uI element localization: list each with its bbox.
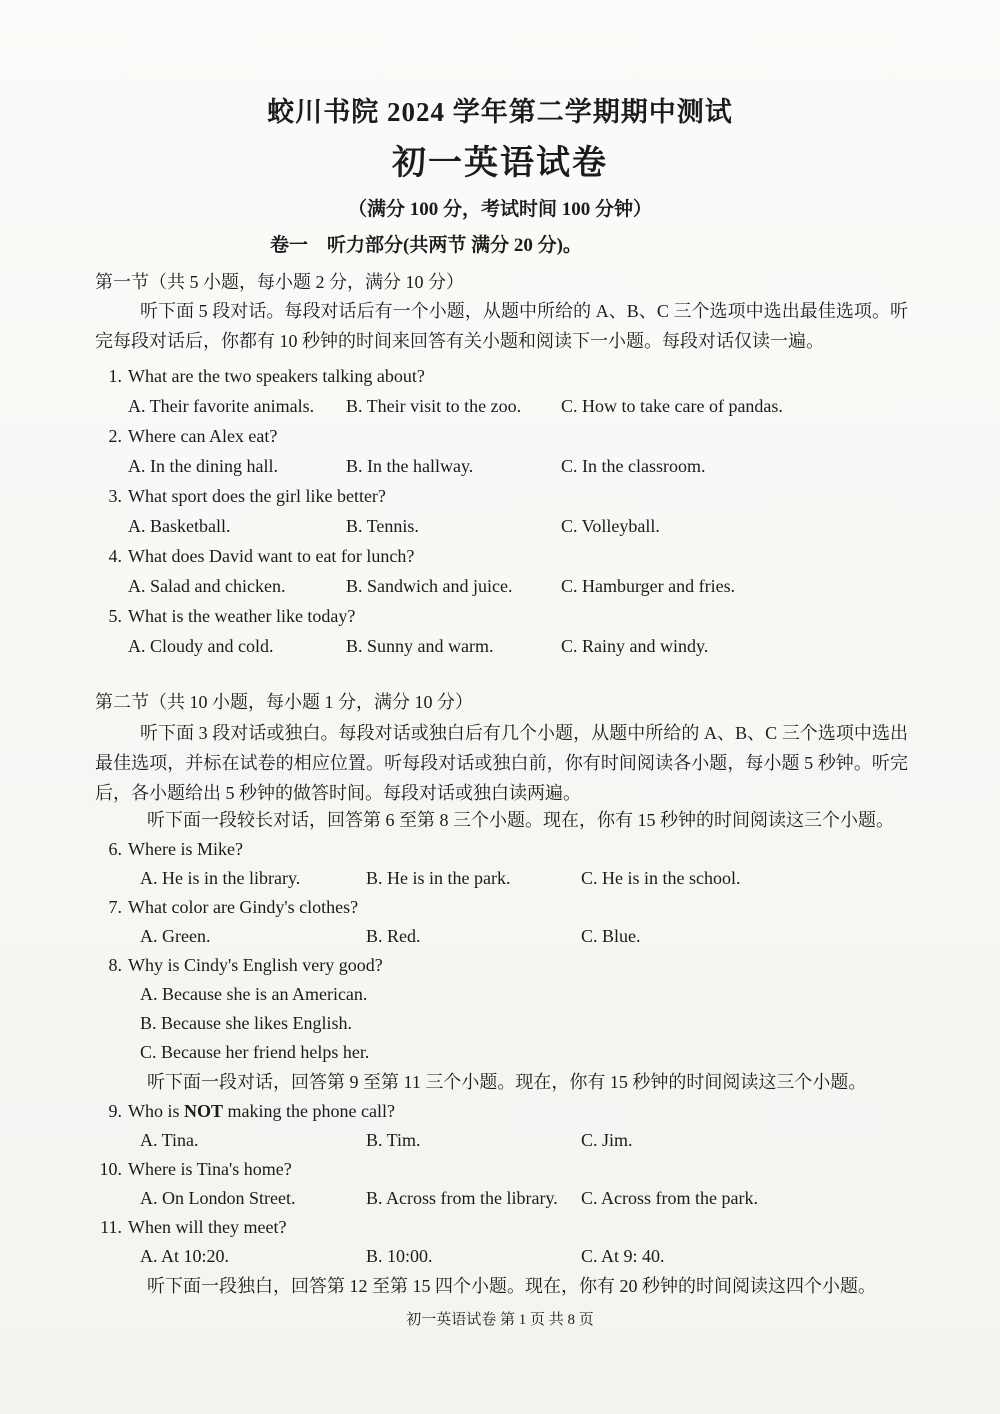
question-10-options <box>140 1188 1000 1208</box>
option-c: C. At 9: 40. <box>581 1246 665 1266</box>
option-a: A. In the dining hall. <box>128 456 278 476</box>
question-number: 5. <box>108 606 122 626</box>
question-4 <box>95 546 1000 566</box>
option-b: B. Tennis. <box>346 516 419 536</box>
option-c: C. Jim. <box>581 1130 633 1150</box>
question-number: 3. <box>108 486 122 506</box>
page-footer: 初一英语试卷 第 1 页 共 8 页 <box>406 1312 594 1328</box>
question-text: What is the weather like today? <box>128 606 356 626</box>
question-1-options <box>128 396 1000 416</box>
option-c: C. In the classroom. <box>561 456 706 476</box>
question-8-option-a: A. Because she is an American. <box>140 984 368 1004</box>
question-number: 10. <box>99 1159 122 1179</box>
bridge-questions-12-15: 听下面一段独白，回答第 12 至第 15 四个小题。现在，你有 20 秒钟的时间阅读这四个小题。 <box>147 1276 876 1296</box>
question-text: What color are Gindy's clothes? <box>128 897 359 917</box>
question-4-options <box>128 576 1000 596</box>
question-text: Where is Tina's home? <box>128 1159 292 1179</box>
question-8-option-b: B. Because she likes English. <box>140 1013 352 1033</box>
option-b: B. Tim. <box>366 1130 421 1150</box>
question-5 <box>95 606 1000 626</box>
question-text: Where can Alex eat? <box>128 426 278 446</box>
option-c: C. Hamburger and fries. <box>561 576 736 596</box>
question-9-options <box>140 1130 1000 1150</box>
option-b: B. Across from the library. <box>366 1188 558 1208</box>
question-number: 8. <box>108 955 122 975</box>
question-1 <box>95 366 1000 386</box>
option-c: C. Across from the park. <box>581 1188 758 1208</box>
option-b: B. Their visit to the zoo. <box>346 396 522 416</box>
question-number: 1. <box>108 366 122 386</box>
option-c: C. How to take care of pandas. <box>561 396 783 416</box>
section2-header: 第二节（共 10 小题，每小题 1 分，满分 10 分） <box>95 692 473 712</box>
option-c: C. Rainy and windy. <box>561 636 709 656</box>
question-text: When will they meet? <box>128 1217 287 1237</box>
question-text: Who is NOT making the phone call? <box>128 1101 395 1121</box>
question-text: What does David want to eat for lunch? <box>128 546 415 566</box>
question-number: 6. <box>108 839 122 859</box>
option-b: B. Sandwich and juice. <box>346 576 513 596</box>
paper-title: 初一英语试卷 <box>392 145 608 182</box>
question-3-options <box>128 516 1000 536</box>
question-number: 2. <box>108 426 122 446</box>
option-c: C. He is in the school. <box>581 868 741 888</box>
question-number: 9. <box>108 1101 122 1121</box>
question-7 <box>95 897 1000 917</box>
question-8-option-c: C. Because her friend helps her. <box>140 1042 370 1062</box>
question-5-options <box>128 636 1000 656</box>
option-a: A. He is in the library. <box>140 868 301 888</box>
question-2 <box>95 426 1000 446</box>
option-c: C. Blue. <box>581 926 641 946</box>
section1-header: 第一节（共 5 小题，每小题 2 分，满分 10 分） <box>95 272 464 292</box>
question-number: 7. <box>108 897 122 917</box>
question-number: 11. <box>100 1217 122 1237</box>
question-text: What sport does the girl like better? <box>128 486 386 506</box>
score-time-note: （满分 100 分，考试时间 100 分钟） <box>347 199 652 220</box>
option-b: B. 10:00. <box>366 1246 433 1266</box>
bridge-questions-9-11: 听下面一段对话，回答第 9 至第 11 三个小题。现在，你有 15 秒钟的时间阅读这三个小题。 <box>147 1072 867 1092</box>
option-a: A. Cloudy and cold. <box>128 636 274 656</box>
option-a: A. Their favorite animals. <box>128 396 315 416</box>
question-8 <box>95 955 1000 975</box>
question-2-options <box>128 456 1000 476</box>
question-11-options <box>140 1246 1000 1266</box>
question-text: What are the two speakers talking about? <box>128 366 425 386</box>
option-b: B. Sunny and warm. <box>346 636 494 656</box>
question-11 <box>95 1217 1000 1237</box>
bridge-questions-6-8: 听下面一段较长对话，回答第 6 至第 8 三个小题。现在，你有 15 秒钟的时间阅读这三个小题。 <box>147 810 894 830</box>
option-a: A. At 10:20. <box>140 1246 230 1266</box>
option-c: C. Volleyball. <box>561 516 660 536</box>
question-7-options <box>140 926 1000 946</box>
section1-instructions: 听下面 5 段对话。每段对话后有一个小题，从题中所给的 A、B、C 三个选项中选出最佳选项。听完每段对话后，你都有 10 秒钟的时间来回答有关小题和阅读下一小题。每段对话仅读一遍。 <box>95 301 908 351</box>
option-b: B. He is in the park. <box>366 868 511 888</box>
option-a: A. Green. <box>140 926 211 946</box>
question-9 <box>95 1101 1000 1121</box>
question-number: 4. <box>108 546 122 566</box>
option-a: A. Tina. <box>140 1130 199 1150</box>
school-title: 蛟川书院 2024 学年第二学期期中测试 <box>267 97 733 127</box>
question-3 <box>95 486 1000 506</box>
option-a: A. On London Street. <box>140 1188 296 1208</box>
question-6-options <box>140 868 1000 888</box>
option-b: B. Red. <box>366 926 421 946</box>
section2-instructions: 听下面 3 段对话或独白。每段对话或独白后有几个小题，从题中所给的 A、B、C 三个选项中选出最佳选项，并标在试卷的相应位置。听每段对话或独白前，你有时间阅读各小题，每小题 5 秒钟。听完后，各小题给出 5 秒钟的做答时间。每段对话或独白读两遍。 <box>95 723 908 803</box>
part1-listening-header: 卷一 听力部分(共两节 满分 20 分)。 <box>270 235 582 256</box>
option-b: B. In the hallway. <box>346 456 474 476</box>
option-a: A. Basketball. <box>128 516 231 536</box>
question-6 <box>95 839 1000 859</box>
option-a: A. Salad and chicken. <box>128 576 286 596</box>
question-10 <box>95 1159 1000 1179</box>
question-text: Where is Mike? <box>128 839 243 859</box>
question-text: Why is Cindy's English very good? <box>128 955 383 975</box>
